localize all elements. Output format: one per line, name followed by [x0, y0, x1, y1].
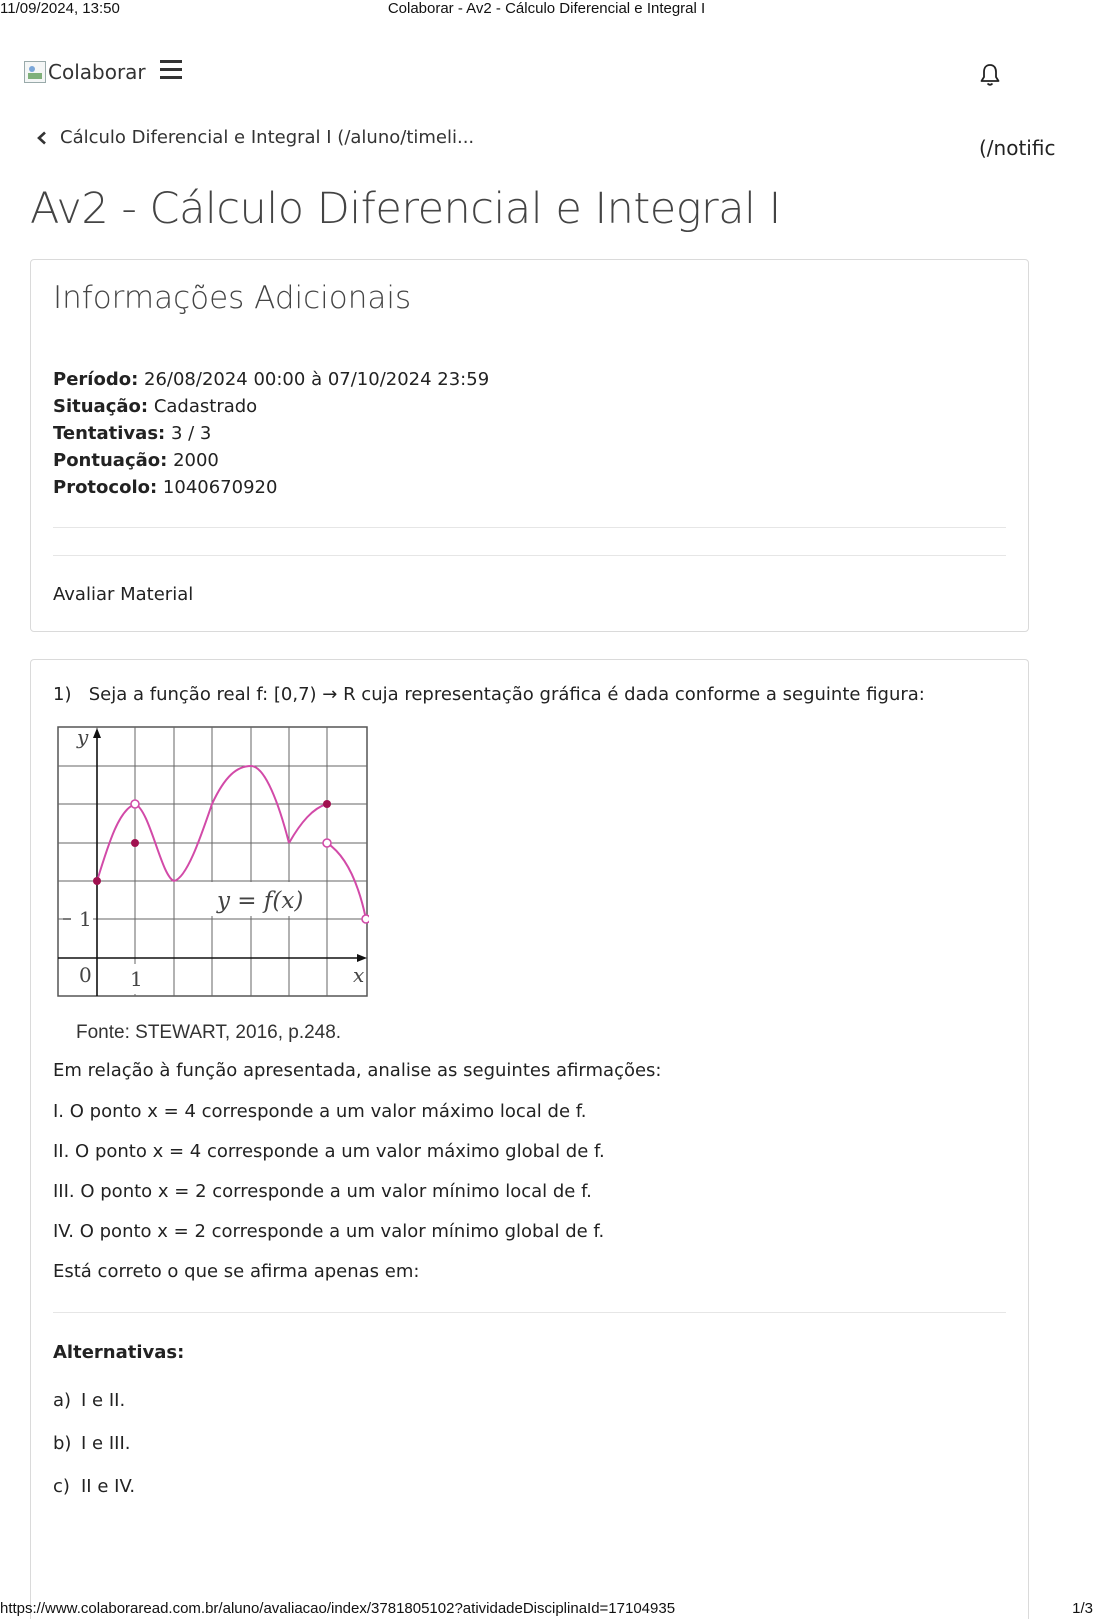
question-card [30, 659, 1029, 1619]
print-datetime: 11/09/2024, 13:50 [0, 0, 120, 17]
notifications-link[interactable]: (/notific [979, 136, 1056, 160]
closed-point [93, 877, 101, 885]
hamburger-menu-icon[interactable] [160, 60, 182, 80]
print-page-number: 1/3 [1072, 1600, 1093, 1617]
tick-label-y-1: 1 [79, 907, 92, 931]
alternative-letter: c) [53, 1476, 70, 1497]
curve-label: y = f(x) [217, 888, 304, 914]
open-point [131, 800, 139, 808]
bell-icon[interactable] [978, 62, 1002, 88]
axis-label-zero: 0 [79, 963, 92, 987]
print-footer [0, 1600, 1093, 1620]
alternatives-title: Alternativas: [53, 1342, 185, 1363]
divider [53, 1312, 1006, 1313]
info-situacao: Situação: Cadastrado [53, 396, 258, 417]
closed-point [131, 839, 139, 847]
question-text: Seja a função real f: [0,7) → R cuja representação gráfica é dada conforme a seguinte figura: [88, 684, 925, 705]
alternative-a[interactable] [53, 1390, 125, 1411]
page-title: Av2 - Cálculo Diferencial e Integral I [30, 184, 781, 234]
function-graph-svg [57, 726, 369, 998]
alternative-letter: b) [53, 1433, 72, 1454]
alternative-text: I e II. [81, 1390, 126, 1411]
tick-label-x-1: 1 [130, 967, 143, 991]
open-point [323, 839, 331, 847]
alternative-text: II e IV. [81, 1476, 136, 1497]
breadcrumb[interactable] [36, 127, 474, 148]
print-url: https://www.colaboraread.com.br/aluno/avaliacao/index/3781805102?atividadeDisciplinaId=17104935 [0, 1600, 676, 1617]
info-tentativas: Tentativas: 3 / 3 [53, 423, 212, 444]
figure-source: Fonte: STEWART, 2016, p.248. [76, 1022, 342, 1043]
alternative-letter: a) [53, 1390, 72, 1411]
open-point [362, 915, 369, 923]
function-graph [57, 726, 369, 998]
question-intro: Em relação à função apresentada, analise as seguintes afirmações: [53, 1060, 662, 1081]
statement-3: III. O ponto x = 2 corresponde a um valor mínimo local de f. [53, 1181, 592, 1202]
closed-point [323, 800, 331, 808]
top-navbar [24, 58, 1093, 88]
logo-alt-text: Colaborar [48, 60, 146, 84]
avaliar-material-link[interactable]: Avaliar Material [53, 584, 194, 605]
question-number: 1) [53, 684, 72, 705]
info-protocolo: Protocolo: 1040670920 [53, 477, 278, 498]
info-periodo: Período: 26/08/2024 00:00 à 07/10/2024 23:59 [53, 369, 490, 390]
print-doc-title: Colaborar - Av2 - Cálculo Diferencial e Integral I [387, 0, 706, 17]
breadcrumb-label: Cálculo Diferencial e Integral I (/aluno/timeli... [60, 127, 475, 148]
alternative-text: I e III. [81, 1433, 131, 1454]
divider [53, 527, 1006, 528]
axis-label-x: x [353, 963, 365, 987]
logo[interactable] [24, 60, 146, 84]
info-card [30, 259, 1029, 632]
divider [53, 555, 1006, 556]
alternative-c[interactable] [53, 1476, 135, 1497]
statement-4: IV. O ponto x = 2 corresponde a um valor mínimo global de f. [53, 1221, 605, 1242]
question-statement [53, 684, 925, 705]
info-pontuacao: Pontuação: 2000 [53, 450, 219, 471]
broken-image-icon [24, 61, 46, 83]
chevron-left-icon [36, 131, 48, 145]
print-header [0, 0, 1093, 20]
question-prompt: Está correto o que se afirma apenas em: [53, 1261, 420, 1282]
info-card-title: Informações Adicionais [53, 280, 412, 316]
info-list [53, 366, 489, 501]
axis-label-y: y [77, 726, 89, 749]
statement-1: I. O ponto x = 4 corresponde a um valor máximo local de f. [53, 1101, 587, 1122]
alternative-b[interactable] [53, 1433, 130, 1454]
statement-2: II. O ponto x = 4 corresponde a um valor máximo global de f. [53, 1141, 605, 1162]
